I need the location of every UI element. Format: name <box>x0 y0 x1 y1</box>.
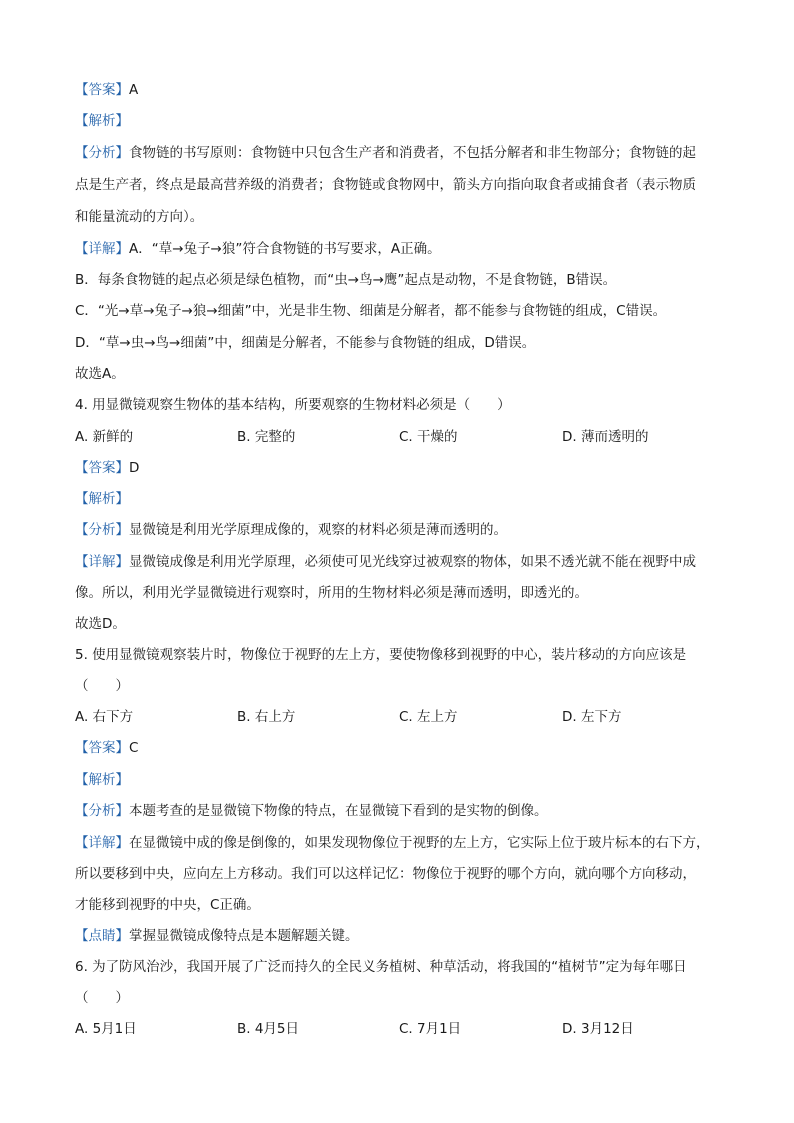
analysis-tag: 【解析】 <box>75 491 129 507</box>
q4-option-b: B. 完整的 <box>237 429 296 445</box>
fenxi-text: 本题考查的是显微镜下物像的特点，在显微镜下看到的是实物的倒像。 <box>129 803 548 819</box>
analysis-tag: 【解析】 <box>75 113 129 129</box>
q3-xiangjie-line-1 <box>75 239 739 259</box>
xiangjie-tag: 【详解】 <box>75 835 129 851</box>
q4-answer <box>75 458 739 478</box>
q5-fenxi-line-1 <box>75 801 739 821</box>
fenxi-tag: 【分析】 <box>75 522 129 538</box>
q5-xiangjie-line-3: 才能移到视野的中央，C正确。 <box>75 897 260 913</box>
fenxi-text: 食物链的书写原则：食物链中只包含生产者和消费者，不包括分解者和非生物部分；食物链的起 <box>129 145 696 161</box>
q5-xiangjie-line-2: 所以要移到中央，应向左上方移动。我们可以这样记忆：物像位于视野的哪个方向，就向哪个方向移动， <box>75 866 696 882</box>
xiangjie-tag: 【详解】 <box>75 554 129 570</box>
q3-analysis-heading <box>75 111 739 131</box>
q5-option-c: C. 左上方 <box>399 709 458 725</box>
q3-fenxi-line-2: 点是生产者，终点是最高营养级的消费者；食物链或食物网中，箭头方向指向取食者或捕食者（表示物质 <box>75 177 696 193</box>
q5-option-a: A. 右下方 <box>75 709 134 725</box>
q4-stem: 4. 用显微镜观察生物体的基本结构，所要观察的生物材料必须是（ ） <box>75 397 511 413</box>
analysis-tag: 【解析】 <box>75 772 129 788</box>
q5-analysis-heading <box>75 770 739 790</box>
q6-option-a: A. 5月1日 <box>75 1021 137 1037</box>
q3-conclusion: 故选A。 <box>75 366 125 382</box>
q4-analysis-heading <box>75 489 739 509</box>
q4-option-c: C. 干燥的 <box>399 429 458 445</box>
fenxi-tag: 【分析】 <box>75 145 129 161</box>
answer-value: D <box>129 460 140 476</box>
answer-value: C <box>129 740 139 756</box>
q5-stem-line-1: 5. 使用显微镜观察装片时，物像位于视野的左上方，要使物像移到视野的中心，装片移动的方向应该是 <box>75 647 687 663</box>
q6-option-c: C. 7月1日 <box>399 1021 462 1037</box>
q6-stem-line-2: （ ） <box>75 990 129 1006</box>
answer-value: A <box>129 82 139 98</box>
q3-answer <box>75 80 739 100</box>
q3-option-d-explanation: D．“草→虫→鸟→细菌”中，细菌是分解者，不能参与食物链的组成，D错误。 <box>75 335 536 351</box>
q4-xiangjie-line-1 <box>75 552 739 572</box>
q3-fenxi-line-3: 和能量流动的方向）。 <box>75 209 204 225</box>
xiangjie-text: A．“草→兔子→狼”符合食物链的书写要求，A正确。 <box>129 241 441 257</box>
q3-option-c-explanation: C．“光→草→兔子→狼→细菌”中，光是非生物、细菌是分解者，都不能参与食物链的组成，C错误。 <box>75 303 667 319</box>
xiangjie-text: 显微镜成像是利用光学原理，必须使可见光线穿过被观察的物体，如果不透光就不能在视野中成 <box>129 554 696 570</box>
q5-option-b: B. 右上方 <box>237 709 296 725</box>
q5-xiangjie-line-1 <box>75 833 739 853</box>
q4-option-a: A. 新鲜的 <box>75 429 134 445</box>
fenxi-tag: 【分析】 <box>75 803 129 819</box>
q3-option-b-explanation: B．每条食物链的起点必须是绿色植物，而“虫→鸟→鹰”起点是动物，不是食物链，B错误。 <box>75 272 617 288</box>
dianjing-text: 掌握显微镜成像特点是本题解题关键。 <box>129 928 359 944</box>
q3-fenxi-line-1 <box>75 143 739 163</box>
xiangjie-tag: 【详解】 <box>75 241 129 257</box>
xiangjie-text: 在显微镜中成的像是倒像的，如果发现物像位于视野的左上方，它实际上位于玻片标本的右下方， <box>129 835 710 851</box>
q4-fenxi-line-1 <box>75 520 739 540</box>
answer-tag: 【答案】 <box>75 460 129 476</box>
q5-dianjing <box>75 926 739 946</box>
dianjing-tag: 【点睛】 <box>75 928 129 944</box>
q6-option-d: D. 3月12日 <box>562 1021 634 1037</box>
q4-conclusion: 故选D。 <box>75 616 126 632</box>
answer-tag: 【答案】 <box>75 82 129 98</box>
fenxi-text: 显微镜是利用光学原理成像的，观察的材料必须是薄而透明的。 <box>129 522 507 538</box>
q5-option-d: D. 左下方 <box>562 709 622 725</box>
answer-tag: 【答案】 <box>75 740 129 756</box>
q5-stem-line-2: （ ） <box>75 678 129 694</box>
q4-xiangjie-line-2: 像。所以，利用光学显微镜进行观察时，所用的生物材料必须是薄而透明，即透光的。 <box>75 585 588 601</box>
q5-answer <box>75 738 739 758</box>
q4-option-d: D. 薄而透明的 <box>562 429 649 445</box>
q6-stem-line-1: 6. 为了防风治沙，我国开展了广泛而持久的全民义务植树、种草活动，将我国的“植树节”定为每年哪日 <box>75 959 687 975</box>
q6-option-b: B. 4月5日 <box>237 1021 300 1037</box>
